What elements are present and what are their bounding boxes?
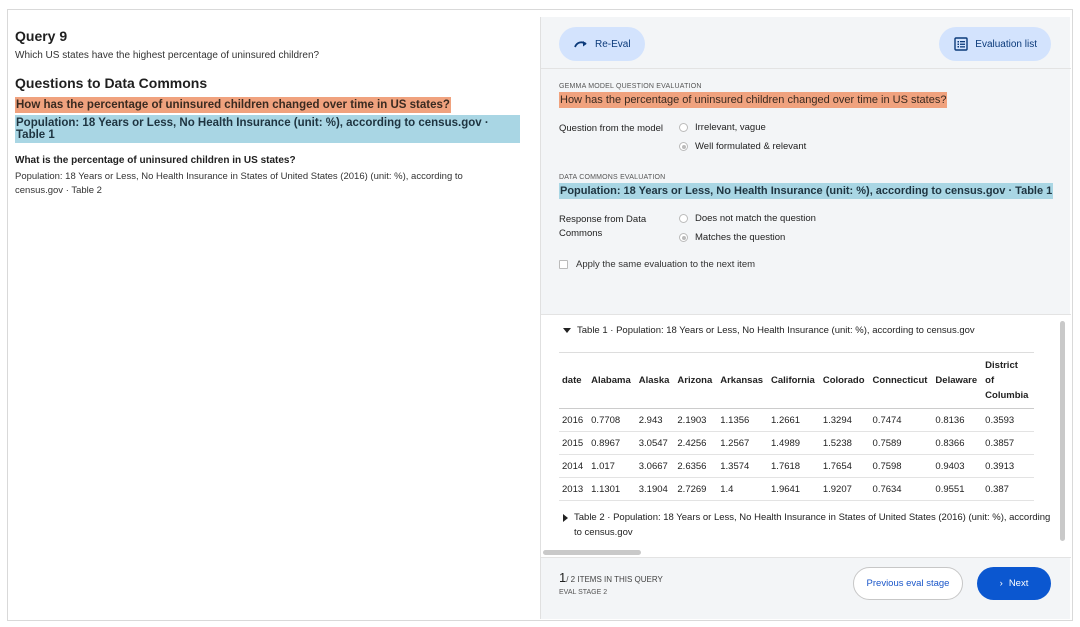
column-header: California — [768, 353, 820, 409]
table-cell: 0.9403 — [932, 455, 982, 478]
section-title: Questions to Data Commons — [15, 75, 208, 91]
table-cell: 1.3574 — [717, 455, 768, 478]
table-cell: 1.7654 — [820, 455, 870, 478]
column-header: Connecticut — [870, 353, 933, 409]
table-cell: 1.7618 — [768, 455, 820, 478]
table-cell: 1.4989 — [768, 432, 820, 455]
table-cell: 1.9641 — [768, 478, 820, 501]
table-cell: 0.7708 — [588, 409, 636, 432]
dc-eval-caption: DATA COMMONS EVALUATION — [559, 174, 666, 181]
table-cell: 1.2567 — [717, 432, 768, 455]
table-cell: 1.017 — [588, 455, 636, 478]
redo-icon — [573, 36, 589, 52]
column-header: District of Columbia — [982, 353, 1034, 409]
radio-option-matches[interactable]: Matches the question — [679, 232, 816, 243]
column-header: Alaska — [636, 353, 675, 409]
eval-form — [559, 83, 1059, 270]
column-header: date — [559, 353, 588, 409]
table-cell: 1.4 — [717, 478, 768, 501]
table-cell: 1.1356 — [717, 409, 768, 432]
apply-next-checkbox[interactable]: Apply the same evaluation to the next item — [559, 259, 1059, 270]
item-counter: 1/ 2 ITEMS IN THIS QUERY — [559, 570, 663, 585]
table-cell: 3.1904 — [636, 478, 675, 501]
table-row — [559, 432, 1034, 455]
radio-option-irrelevant[interactable]: Irrelevant, vague — [679, 122, 806, 133]
evaluation-list-label: Evaluation list — [975, 38, 1037, 50]
table-cell: 3.0547 — [636, 432, 675, 455]
table-cell: 0.3913 — [982, 455, 1034, 478]
dc-eval-radio-group — [559, 213, 1059, 243]
table-cell: 0.8366 — [932, 432, 982, 455]
model-eval-radio-group — [559, 122, 1059, 152]
table-cell: 2015 — [559, 432, 588, 455]
eval-stage: EVAL STAGE 2 — [559, 589, 608, 596]
table-1-toggle[interactable]: Table 1 · Population: 18 Years or Less, No Health Insurance (unit: %), according to census.gov — [563, 325, 975, 336]
column-header: Alabama — [588, 353, 636, 409]
radio-icon — [679, 214, 688, 223]
horizontal-scrollbar[interactable] — [543, 550, 641, 555]
table-cell: 1.1301 — [588, 478, 636, 501]
table-cell: 0.3857 — [982, 432, 1034, 455]
caret-down-icon — [563, 328, 571, 333]
radio-checked-icon — [679, 142, 688, 151]
radio-checked-icon — [679, 233, 688, 242]
table-cell: 0.3593 — [982, 409, 1034, 432]
dc-eval-label: Response from Data Commons — [559, 214, 647, 239]
table-cell: 2.1903 — [674, 409, 717, 432]
table-cell: 0.7598 — [870, 455, 933, 478]
eval-footer — [559, 570, 663, 596]
table-cell: 0.7589 — [870, 432, 933, 455]
chevron-right-icon: › — [999, 578, 1003, 589]
column-header: Arkansas — [717, 353, 768, 409]
table-cell: 1.9207 — [820, 478, 870, 501]
column-header: Colorado — [820, 353, 870, 409]
table-row — [559, 478, 1034, 501]
response-1: Population: 18 Years or Less, No Health Insurance (unit: %), according to census.gov · Table 1 — [15, 115, 520, 143]
table-cell: 0.387 — [982, 478, 1034, 501]
radio-option-well-formulated[interactable]: Well formulated & relevant — [679, 141, 806, 152]
table-2-toggle[interactable]: Table 2 · Population: 18 Years or Less, No Health Insurance in States of United States (2016) (unit: %), according to census.gov — [563, 510, 1053, 540]
response-2: Population: 18 Years or Less, No Health Insurance in States of United States (2016) (unit: %), according to census.gov · Table 2 — [15, 171, 463, 196]
table-cell: 2014 — [559, 455, 588, 478]
re-eval-label: Re-Eval — [595, 38, 631, 50]
table-cell: 0.9551 — [932, 478, 982, 501]
evaluation-panel — [540, 17, 1070, 619]
eval-toolbar — [541, 17, 1071, 69]
radio-icon — [679, 123, 688, 132]
model-eval-label: Question from the model — [559, 123, 664, 134]
table-cell: 2013 — [559, 478, 588, 501]
dc-response: Population: 18 Years or Less, No Health Insurance (unit: %), according to census.gov · Table 1 — [560, 185, 1053, 197]
evaluation-list-button[interactable] — [939, 27, 1051, 61]
vertical-scrollbar[interactable] — [1060, 321, 1065, 541]
query-text: Which US states have the highest percentage of uninsured children? — [15, 50, 320, 61]
table-cell: 0.7474 — [870, 409, 933, 432]
table-panel — [541, 314, 1071, 558]
table-cell: 2.7269 — [674, 478, 717, 501]
radio-option-not-match[interactable]: Does not match the question — [679, 213, 816, 224]
re-eval-button[interactable] — [559, 27, 645, 61]
table-cell: 1.3294 — [820, 409, 870, 432]
table-cell: 2.6356 — [674, 455, 717, 478]
table-cell: 1.2661 — [768, 409, 820, 432]
query-title: Query 9 — [15, 28, 68, 44]
table-cell: 3.0667 — [636, 455, 675, 478]
model-question: How has the percentage of uninsured children changed over time in US states? — [560, 94, 947, 106]
table-cell: 2016 — [559, 409, 588, 432]
column-header: Delaware — [932, 353, 982, 409]
table-cell: 2.943 — [636, 409, 675, 432]
query-panel — [15, 18, 520, 198]
table-cell: 1.5238 — [820, 432, 870, 455]
column-header: Arizona — [674, 353, 717, 409]
table-row — [559, 455, 1034, 478]
next-button[interactable]: › Next — [977, 567, 1051, 600]
table-cell: 0.8967 — [588, 432, 636, 455]
table-cell: 0.8136 — [932, 409, 982, 432]
list-icon — [953, 36, 969, 52]
question-2: What is the percentage of uninsured children in US states? — [15, 155, 296, 166]
table-cell: 2.4256 — [674, 432, 717, 455]
checkbox-icon — [559, 260, 568, 269]
previous-stage-button[interactable]: Previous eval stage — [853, 567, 963, 600]
caret-right-icon — [563, 514, 568, 522]
question-1: How has the percentage of uninsured children changed over time in US states? — [16, 99, 450, 111]
data-table — [559, 352, 1034, 501]
table-row — [559, 409, 1034, 432]
table-cell: 0.7634 — [870, 478, 933, 501]
model-eval-caption: GEMMA MODEL QUESTION EVALUATION — [559, 83, 702, 90]
